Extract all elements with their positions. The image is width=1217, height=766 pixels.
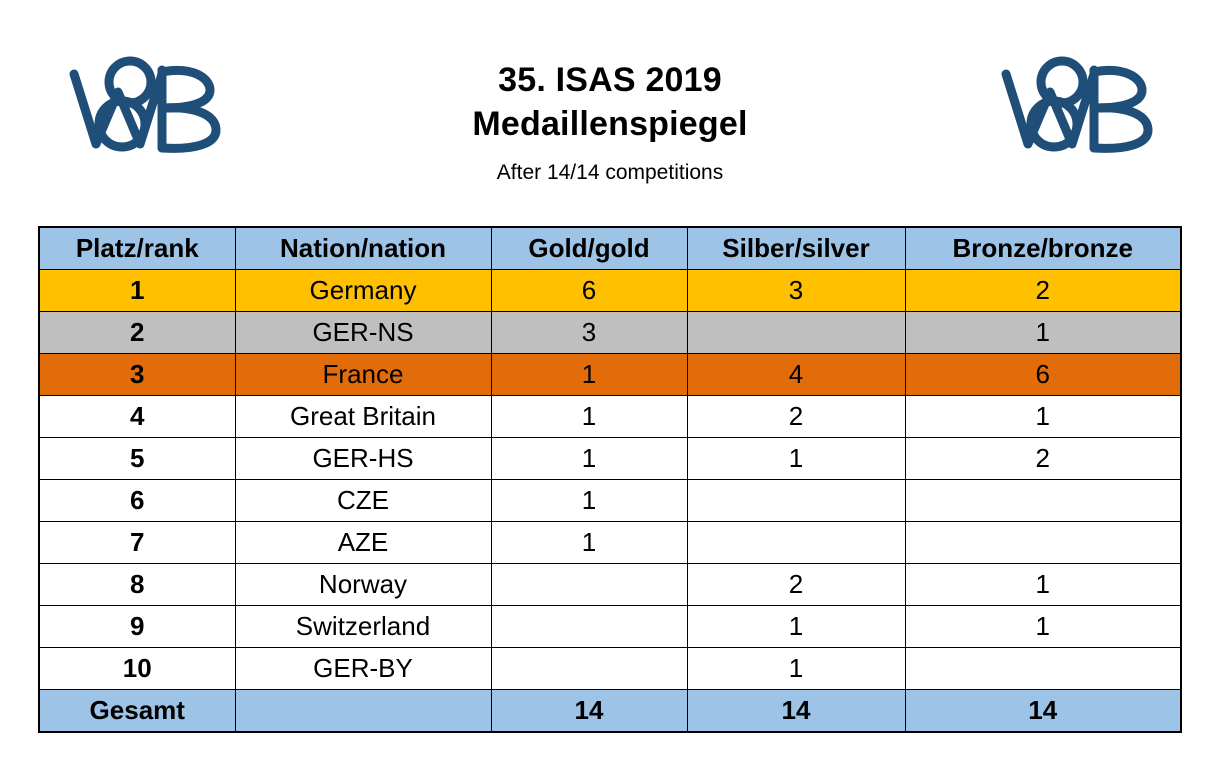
cell-bronze: 2 [905, 438, 1181, 480]
cell-silver: 4 [687, 354, 905, 396]
cell-silver: 1 [687, 606, 905, 648]
table-row [39, 312, 1181, 354]
table-row [39, 354, 1181, 396]
total-silver: 14 [687, 690, 905, 733]
table-total-row [39, 690, 1181, 733]
cell-silver [687, 522, 905, 564]
cell-bronze: 1 [905, 312, 1181, 354]
table-row [39, 606, 1181, 648]
cell-rank: 5 [39, 438, 235, 480]
cell-rank: 7 [39, 522, 235, 564]
cell-gold: 1 [491, 480, 687, 522]
cell-bronze: 1 [905, 606, 1181, 648]
title-block [330, 58, 890, 186]
page-subtitle-main: Medaillenspiegel [472, 105, 748, 143]
cell-gold: 1 [491, 522, 687, 564]
cell-nation: GER-HS [235, 438, 491, 480]
cell-gold [491, 564, 687, 606]
total-bronze: 14 [905, 690, 1181, 733]
cell-silver: 2 [687, 396, 905, 438]
cell-rank: 3 [39, 354, 235, 396]
cell-bronze: 1 [905, 564, 1181, 606]
table-row [39, 648, 1181, 690]
cell-nation: France [235, 354, 491, 396]
cell-rank: 6 [39, 480, 235, 522]
cell-rank: 2 [39, 312, 235, 354]
cell-nation: Germany [235, 270, 491, 312]
page-title: 35. ISAS 2019 [498, 61, 722, 99]
cell-nation: Norway [235, 564, 491, 606]
wsb-logo-left [58, 48, 228, 168]
cell-silver: 1 [687, 438, 905, 480]
cell-nation: CZE [235, 480, 491, 522]
cell-rank: 1 [39, 270, 235, 312]
cell-nation: GER-NS [235, 312, 491, 354]
table-body [39, 270, 1181, 690]
table-row [39, 522, 1181, 564]
cell-silver: 3 [687, 270, 905, 312]
table-row [39, 270, 1181, 312]
cell-nation: AZE [235, 522, 491, 564]
cell-silver [687, 312, 905, 354]
column-header-silver: Silber/silver [687, 227, 905, 270]
cell-gold: 1 [491, 354, 687, 396]
cell-rank: 9 [39, 606, 235, 648]
cell-bronze [905, 522, 1181, 564]
page-header [0, 0, 1217, 215]
competitions-status: After 14/14 competitions [496, 161, 724, 184]
column-header-bronze: Bronze/bronze [905, 227, 1181, 270]
table-header-row [39, 227, 1181, 270]
medal-table [38, 226, 1182, 733]
column-header-nation: Nation/nation [235, 227, 491, 270]
cell-silver [687, 480, 905, 522]
cell-gold: 1 [491, 396, 687, 438]
total-nation [235, 690, 491, 733]
cell-gold [491, 648, 687, 690]
cell-bronze [905, 480, 1181, 522]
total-label: Gesamt [39, 690, 235, 733]
table-header [39, 227, 1181, 270]
cell-bronze [905, 648, 1181, 690]
table-row [39, 438, 1181, 480]
cell-silver: 1 [687, 648, 905, 690]
cell-bronze: 1 [905, 396, 1181, 438]
column-header-rank: Platz/rank [39, 227, 235, 270]
cell-nation: GER-BY [235, 648, 491, 690]
cell-gold: 1 [491, 438, 687, 480]
cell-bronze: 2 [905, 270, 1181, 312]
cell-rank: 8 [39, 564, 235, 606]
cell-gold: 3 [491, 312, 687, 354]
table-row [39, 396, 1181, 438]
cell-bronze: 6 [905, 354, 1181, 396]
cell-gold: 6 [491, 270, 687, 312]
table-row [39, 564, 1181, 606]
cell-rank: 10 [39, 648, 235, 690]
cell-silver: 2 [687, 564, 905, 606]
wsb-logo-right [990, 48, 1160, 168]
cell-nation: Great Britain [235, 396, 491, 438]
cell-nation: Switzerland [235, 606, 491, 648]
cell-rank: 4 [39, 396, 235, 438]
column-header-gold: Gold/gold [491, 227, 687, 270]
cell-gold [491, 606, 687, 648]
medal-table-container [38, 226, 1180, 733]
table-footer [39, 690, 1181, 733]
table-row [39, 480, 1181, 522]
total-gold: 14 [491, 690, 687, 733]
